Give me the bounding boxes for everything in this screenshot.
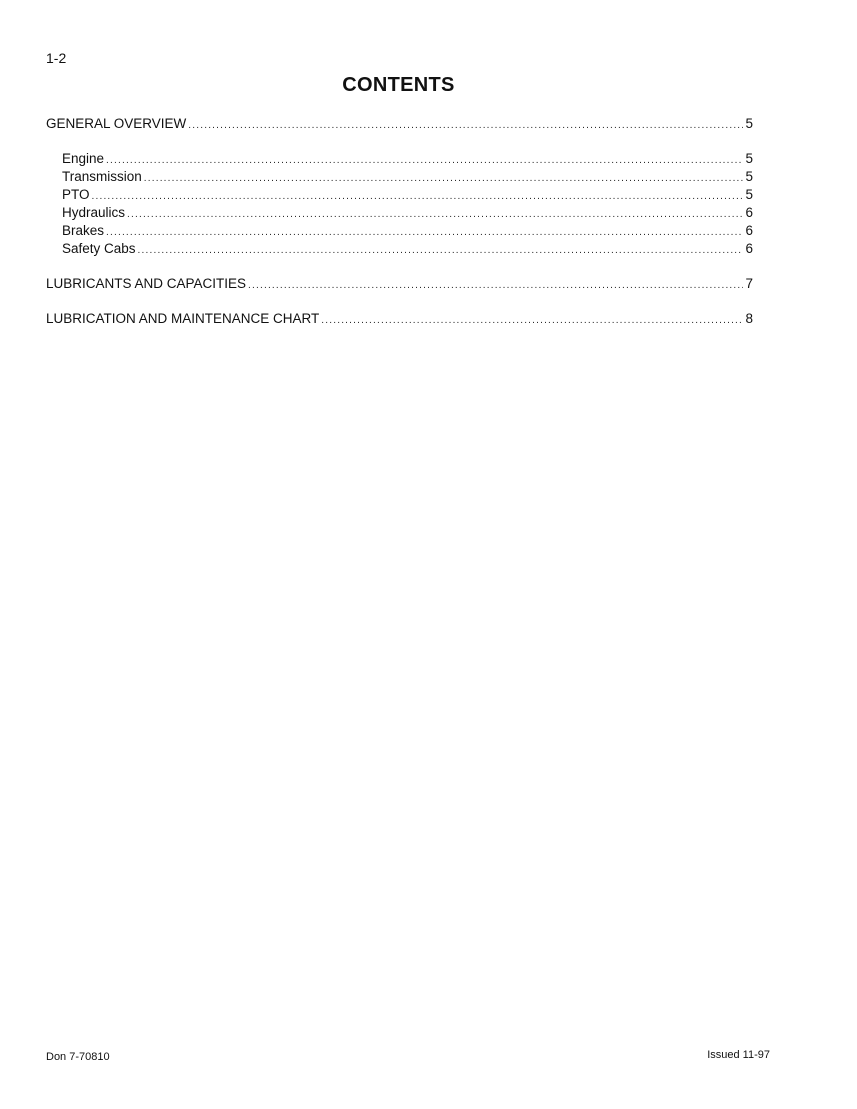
spacer xyxy=(46,133,753,150)
toc-entry-general-overview xyxy=(46,115,753,133)
toc-entry-label: Safety Cabs xyxy=(62,241,136,256)
dot-leader xyxy=(248,276,743,293)
toc-entry-transmission xyxy=(46,168,753,186)
document-number: Don 7-70810 xyxy=(46,1051,110,1063)
dot-leader xyxy=(106,223,743,240)
dot-leader xyxy=(127,205,743,222)
toc-entry-page: 5 xyxy=(745,187,753,202)
toc-entry-safety-cabs xyxy=(46,240,753,258)
dot-leader xyxy=(321,311,743,328)
page-number: 1-2 xyxy=(46,50,67,66)
spacer xyxy=(46,258,753,275)
table-of-contents xyxy=(46,115,753,328)
toc-entry-label: Hydraulics xyxy=(62,205,126,220)
toc-entry-page: 6 xyxy=(745,241,753,256)
toc-entry-label: LUBRICANTS AND CAPACITIES xyxy=(46,276,247,291)
toc-entry-label: LUBRICATION AND MAINTENANCE CHART xyxy=(46,311,320,326)
dot-leader xyxy=(144,169,744,186)
toc-entry-lubrication-chart xyxy=(46,310,753,328)
toc-entry-page: 5 xyxy=(745,169,753,184)
dot-leader xyxy=(188,116,743,133)
dot-leader xyxy=(138,241,744,258)
toc-entry-engine xyxy=(46,150,753,168)
page-title: CONTENTS xyxy=(342,74,455,96)
toc-entry-lubricants xyxy=(46,275,753,293)
toc-entry-label: PTO xyxy=(62,187,90,202)
toc-entry-page: 8 xyxy=(745,311,753,326)
issue-date: Issued 11-97 xyxy=(707,1049,770,1061)
dot-leader xyxy=(106,151,743,168)
toc-entry-label: Brakes xyxy=(62,223,105,238)
toc-entry-label: GENERAL OVERVIEW xyxy=(46,116,187,131)
toc-entry-page: 6 xyxy=(745,205,753,220)
spacer xyxy=(46,293,753,310)
toc-entry-page: 5 xyxy=(745,116,753,131)
toc-entry-page: 5 xyxy=(745,151,753,166)
toc-entry-brakes xyxy=(46,222,753,240)
toc-entry-label: Transmission xyxy=(62,169,142,184)
toc-entry-page: 6 xyxy=(745,223,753,238)
toc-entry-hydraulics xyxy=(46,204,753,222)
toc-entry-page: 7 xyxy=(745,276,753,291)
toc-entry-pto xyxy=(46,186,753,204)
dot-leader xyxy=(92,187,744,204)
toc-entry-label: Engine xyxy=(62,151,105,166)
